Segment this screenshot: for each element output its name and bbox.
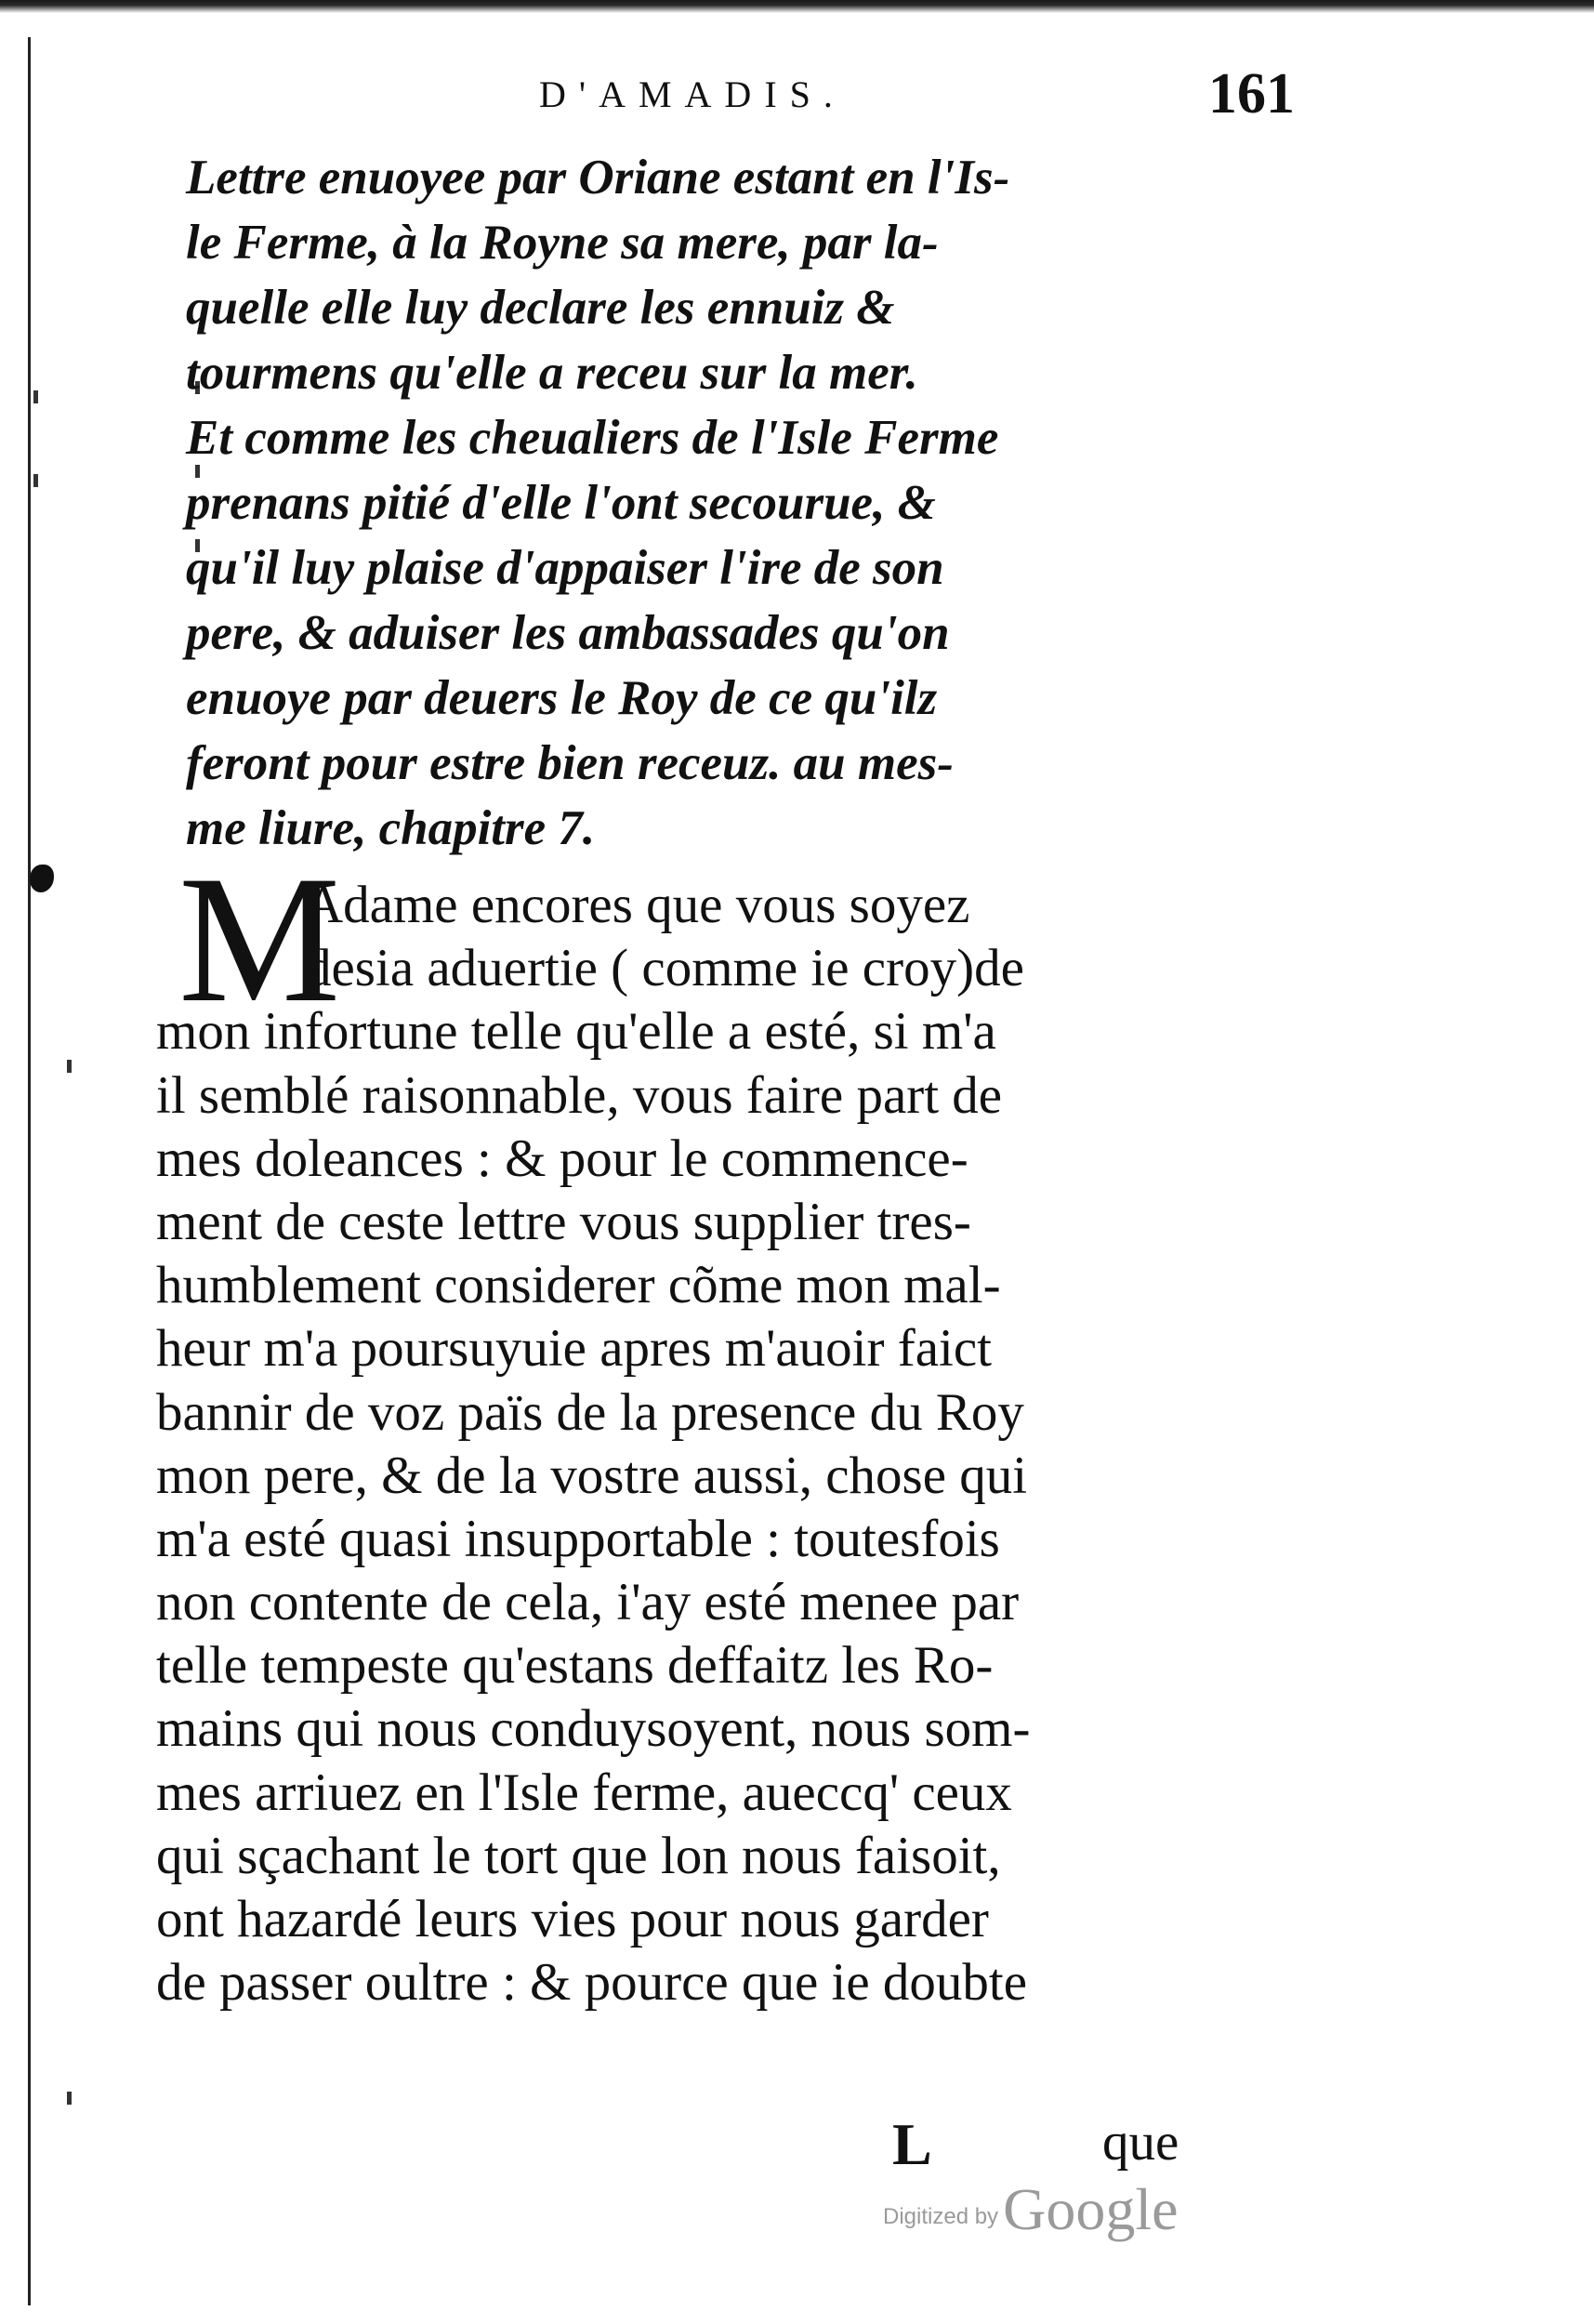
body-line: mon infortune telle qu'elle a esté, si m'a	[156, 1002, 996, 1062]
heading-line: me liure, chapitre 7.	[186, 801, 596, 855]
scan-speck	[67, 1060, 72, 1073]
watermark-prefix: Digitized by	[883, 2204, 999, 2229]
body-line: non contente de cela, i'ay esté menee par	[156, 1573, 1020, 1632]
scan-top-edge	[0, 0, 1594, 13]
body-line: mes doleances : & pour le commence-	[156, 1129, 968, 1188]
heading-line: prenans pitié d'elle l'ont secourue, &	[186, 476, 936, 530]
body-line: m'a esté quasi insupportable : toutesfois	[156, 1509, 1000, 1568]
heading-line: le Ferme, à la Royne sa mere, par la-	[186, 216, 939, 270]
running-head: D'AMADIS.	[539, 73, 846, 115]
heading-line: qu'il luy plaise d'appaiser l'ire de son	[186, 541, 944, 595]
scan-speck	[33, 474, 38, 487]
body-line: qui sçachant le tort que lon nous faisoit,	[156, 1826, 1001, 1885]
heading-line: pere, & aduiser les ambassades qu'on	[186, 606, 950, 660]
body-line: mains qui nous conduysoyent, nous som-	[156, 1699, 1031, 1759]
scan-speck	[67, 2092, 72, 2105]
catchword: que	[1102, 2113, 1179, 2172]
signature-mark: L	[892, 2111, 932, 2177]
body-line: heur m'a poursuyuie apres m'auoir faict	[156, 1319, 992, 1379]
drop-cap: M	[178, 838, 341, 1040]
heading-line: quelle elle luy declare les ennuiz &	[186, 281, 895, 335]
google-watermark	[883, 2175, 1179, 2244]
heading-line: Lettre enuoyee par Oriane estant en l'Is-	[186, 151, 1010, 205]
body-line: de passer oultre : & pource que ie doubte	[156, 1953, 1028, 2013]
body-line: Adame encores que vous soyez	[305, 876, 970, 934]
heading-line: feront pour estre bien receuz. au mes-	[186, 736, 954, 790]
body-line: humblement considerer cõme mon mal-	[156, 1256, 1001, 1315]
body-line: ment de ceste lettre vous supplier tres-	[156, 1192, 971, 1251]
ink-blot	[30, 865, 54, 892]
letter-body	[156, 874, 1234, 2014]
heading-line: Et comme les cheualiers de l'Isle Ferme	[186, 411, 999, 465]
body-line: il semblé raisonnable, vous faire part de	[156, 1065, 1003, 1125]
body-line: bannir de voz païs de la presence du Roy	[156, 1382, 1024, 1442]
heading-line: enuoye par deuers le Roy de ce qu'ilz	[186, 671, 938, 725]
body-line: telle tempeste qu'estans deffaitz les Ro-	[156, 1636, 994, 1696]
body-line: desia aduertie ( comme ie croy)de	[305, 939, 1024, 998]
heading-line: tourmens qu'elle a receu sur la mer.	[186, 346, 918, 400]
body-line: mon pere, & de la vostre aussi, chose qui	[156, 1446, 1028, 1505]
body-line: mes arriuez en l'Isle ferme, aueccq' ceux	[156, 1763, 1012, 1822]
body-line: ont hazardé leurs vies pour nous garder	[156, 1890, 989, 1948]
page-number: 161	[1208, 62, 1295, 125]
scan-speck	[33, 390, 38, 403]
chapter-heading	[186, 145, 1199, 861]
watermark-brand: Google	[1003, 2176, 1179, 2242]
scan-left-margin-rule	[28, 37, 31, 2305]
